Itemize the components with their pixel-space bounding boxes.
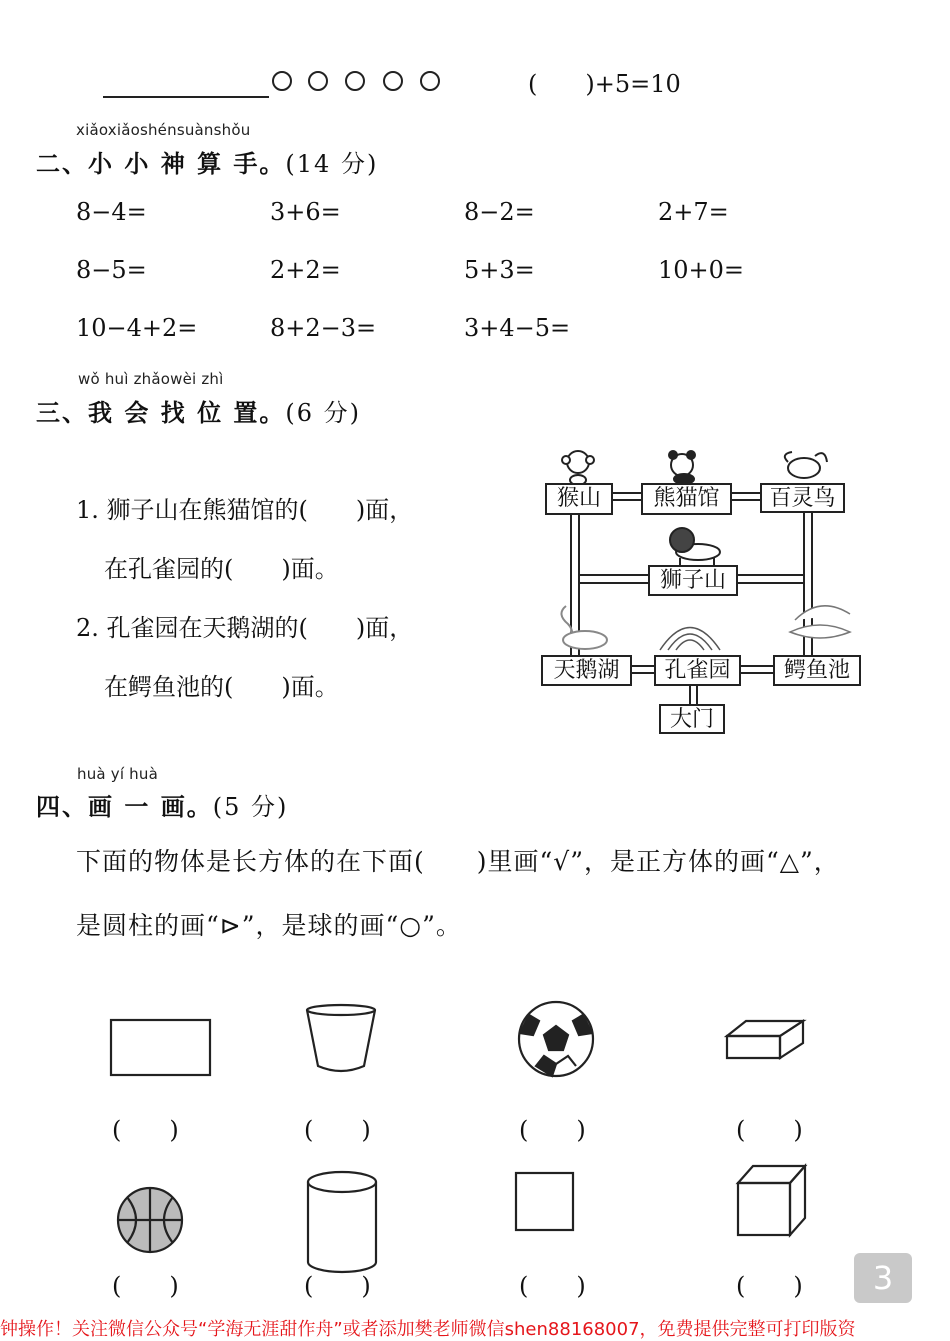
section4-points: (5 分) (212, 793, 289, 821)
cylinder-shape (308, 1172, 376, 1272)
map-peacock-garden: 孔雀园 (654, 655, 741, 686)
instruction-line1: 下面的物体是长方体的在下面( )里画“√”，是正方体的画“△”， (76, 847, 840, 876)
calc-item: 2+2= (270, 256, 341, 284)
basketball-shape (118, 1188, 182, 1252)
calc-item: 10+0= (658, 256, 745, 284)
calc-item: 3+6= (270, 198, 341, 226)
calc-item: 5+3= (464, 256, 535, 284)
section4-title-text: 四、画 一 画。 (36, 792, 213, 821)
answer-paren-3[interactable]: ( ) (519, 1116, 586, 1144)
answer-paren-7[interactable]: ( ) (519, 1272, 586, 1300)
page-number: 3 (854, 1253, 912, 1303)
section2-title-text: 二、小 小 神 算 手。 (36, 149, 286, 178)
calc-item: 8−2= (464, 198, 535, 226)
section2-points: (14 分) (285, 150, 379, 178)
section2-pinyin: xiǎoxiǎoshénsuànshǒu (76, 121, 251, 139)
cube-shape (738, 1166, 805, 1235)
map-monkey-hill: 猴山 (545, 483, 613, 515)
square-shape (516, 1173, 573, 1230)
map-crocodile-pool: 鳄鱼池 (773, 655, 861, 686)
question-1-line2: 在孔雀园的( )面。 (104, 555, 339, 583)
calc-item: 8−4= (76, 198, 147, 226)
top-equation: ( )+5=10 (528, 70, 681, 98)
calc-item: 8−5= (76, 256, 147, 284)
instruction-line2: 是圆柱的画“⊳”，是球的画“○”。 (76, 911, 462, 940)
cup-shape (307, 1005, 375, 1071)
footer-notice: 钟操作！关注微信公众号“学海无涯甜作舟”或者添加樊老师微信shen88168007，免费提供完整可打印版资 (0, 1319, 856, 1340)
answer-paren-4[interactable]: ( ) (736, 1116, 803, 1144)
rectangle-shape (111, 1020, 210, 1075)
question-1-line1: 1. 狮子山在熊猫馆的( )面， (76, 496, 414, 524)
answer-paren-2[interactable]: ( ) (304, 1116, 371, 1144)
calc-item: 3+4−5= (464, 314, 571, 342)
calc-item: 8+2−3= (270, 314, 377, 342)
question-2-line1: 2. 孔雀园在天鹅湖的( )面， (76, 614, 414, 642)
map-main-gate: 大门 (659, 704, 725, 734)
section3-title-text: 三、我 会 找 位 置。 (36, 398, 286, 427)
map-lion-hill: 狮子山 (648, 565, 738, 596)
soccer-ball-shape (519, 1002, 593, 1076)
section4-pinyin: huà yí huà (77, 765, 158, 783)
calc-item: 2+7= (658, 198, 729, 226)
map-lark-aviary: 百灵鸟 (760, 483, 845, 513)
answer-paren-6[interactable]: ( ) (304, 1272, 371, 1300)
map-swan-lake: 天鹅湖 (541, 655, 632, 686)
answer-paren-5[interactable]: ( ) (112, 1272, 179, 1300)
section3-points: (6 分) (285, 399, 362, 427)
map-panda-house: 熊猫馆 (641, 483, 732, 515)
question-2-line2: 在鳄鱼池的( )面。 (104, 673, 339, 701)
calc-item: 10−4+2= (76, 314, 198, 342)
answer-paren-8[interactable]: ( ) (736, 1272, 803, 1300)
answer-paren-1[interactable]: ( ) (112, 1116, 179, 1144)
section3-pinyin: wǒ huì zhǎowèi zhì (78, 370, 224, 388)
box-shape (727, 1021, 803, 1058)
